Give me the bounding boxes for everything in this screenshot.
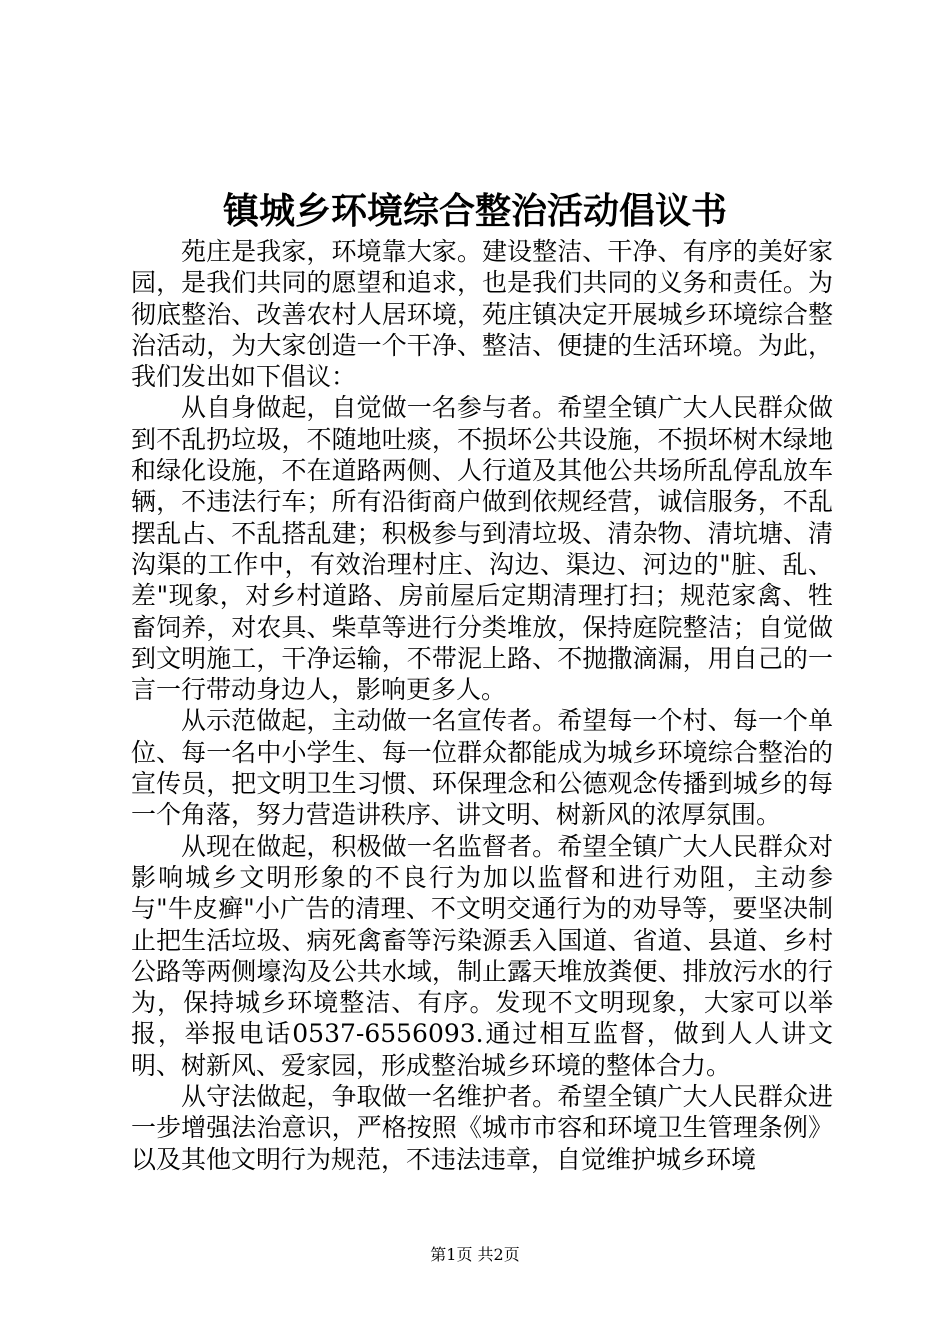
paragraph-intro: 苑庄是我家，环境靠大家。建设整洁、干净、有序的美好家园，是我们共同的愿望和追求，也是我们共同的义务和责任。为彻底整治、改善农村人居环境，苑庄镇决定开展城乡环境综合整治活动，为大家创造一个干净、整洁、便捷的生活环境。为此，我们发出如下倡议： [131,237,833,392]
paragraph-maintainer: 从守法做起，争取做一名维护者。希望全镇广大人民群众进一步增强法治意识，严格按照《城市市容和环境卫生管理条例》以及其他文明行为规范，不违法违章，自觉维护城乡环境 [131,1082,833,1174]
paragraph-supervisor: 从现在做起，积极做一名监督者。希望全镇广大人民群众对影响城乡文明形象的不良行为加以监督和进行劝阻，主动参与"牛皮癣"小广告的清理、不文明交通行为的劝导等，要坚决制止把生活垃圾、病死禽畜等污染源丢入国道、省道、县道、乡村公路等两侧壕沟及公共水域，制止露天堆放粪便、排放污水的行为，保持城乡环境整洁、有序。发现不文明现象，大家可以举报，举报电话0537-6556093.通过相互监督，做到人人讲文明、树新风、爱家园，形成整治城乡环境的整体合力。 [131,831,833,1080]
document-body [131,236,833,1175]
paragraph-participant: 从自身做起，自觉做一名参与者。希望全镇广大人民群众做到不乱扔垃圾，不随地吐痰，不损坏公共设施，不损坏树木绿地和绿化设施，不在道路两侧、人行道及其他公共场所乱停乱放车辆，不违法行车；所有沿街商户做到依规经营，诚信服务，不乱摆乱占、不乱搭乱建；积极参与到清垃圾、清杂物、清坑塘、清沟渠的工作中，有效治理村庄、沟边、渠边、河边的"脏、乱、差"现象，对乡村道路、房前屋后定期清理打扫；规范家禽、牲畜饲养，对农具、柴草等进行分类堆放，保持庭院整洁；自觉做到文明施工，干净运输，不带泥上路、不抛撒滴漏，用自己的一言一行带动身边人，影响更多人。 [131,393,833,705]
paragraph-promoter: 从示范做起，主动做一名宣传者。希望每一个村、每一个单位、每一名中小学生、每一位群众都能成为城乡环境综合整治的宣传员，把文明卫生习惯、环保理念和公德观念传播到城乡的每一个角落，努力营造讲秩序、讲文明、树新风的浓厚氛围。 [131,706,833,830]
page-footer: 第1页 共2页 [430,1245,520,1264]
page-title: 镇城乡环境综合整治活动倡议书 [222,190,727,232]
